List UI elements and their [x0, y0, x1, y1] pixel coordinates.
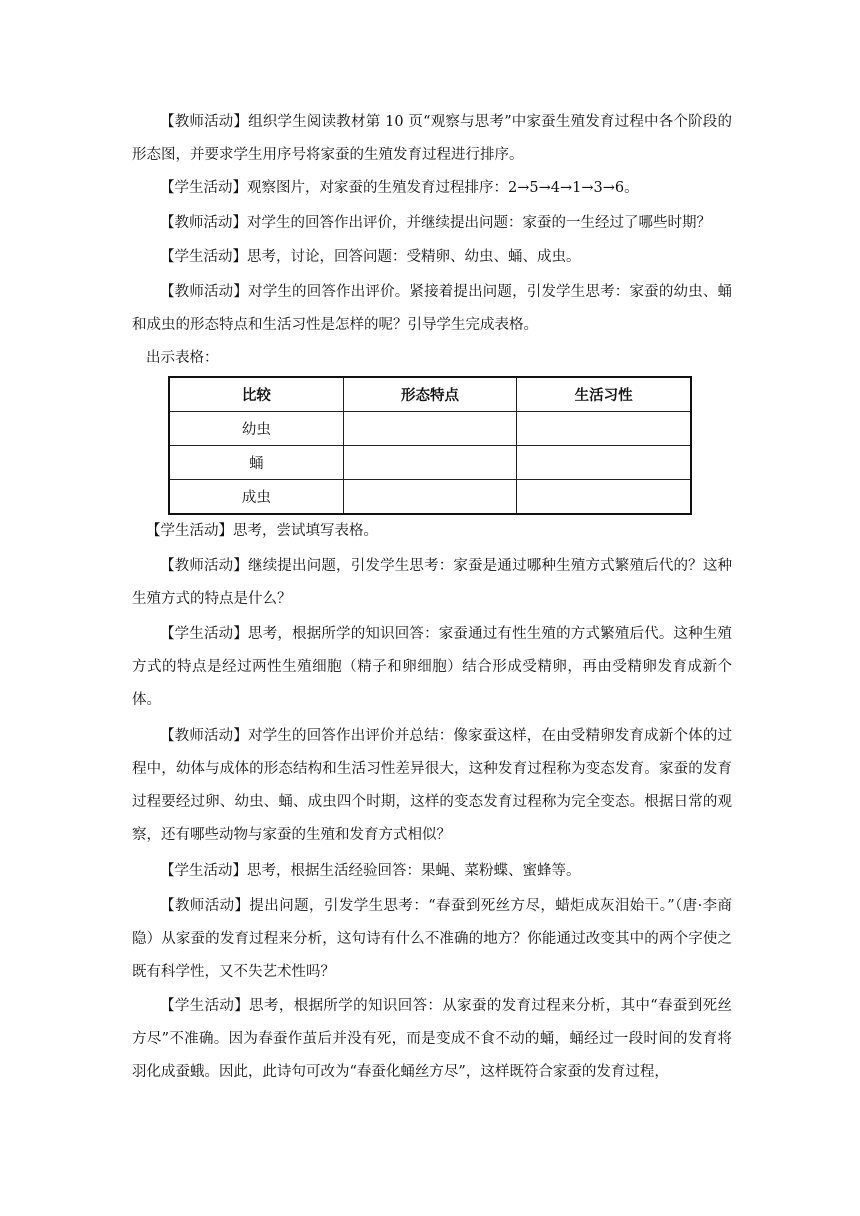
table-cell: 幼虫	[169, 412, 343, 446]
comparison-table	[168, 376, 692, 515]
table-row	[169, 412, 691, 446]
paragraph-teacher-activity-4: 【教师活动】继续提出问题，引发学生思考：家蚕是通过哪种生殖方式繁殖后代的？这种生殖方式的特点是什么？	[132, 558, 732, 607]
table-cell	[517, 412, 691, 446]
table-header-cell: 比较	[169, 377, 343, 412]
table-cell: 蛹	[169, 446, 343, 480]
table-cell: 成虫	[169, 480, 343, 515]
table-cell	[343, 446, 517, 480]
table-header-cell: 生活习性	[517, 377, 691, 412]
table-row	[169, 446, 691, 480]
table-row	[169, 480, 691, 515]
table-cell	[517, 480, 691, 515]
paragraph-student-activity-1: 【学生活动】观察图片，对家蚕的生殖发育过程排序：2→5→4→1→3→6。	[160, 180, 639, 196]
table-cell	[343, 412, 517, 446]
paragraph-student-activity-5: 【学生活动】思考，根据生活经验回答：果蝇、菜粉蝶、蜜蜂等。	[160, 863, 581, 879]
paragraph-student-activity-4: 【学生活动】思考，根据所学的知识回答：家蚕通过有性生殖的方式繁殖后代。这种生殖方式的特点是经过两性生殖细胞（精子和卵细胞）结合形成受精卵，再由受精卵发育成新个体。	[132, 626, 732, 708]
table-cell	[343, 480, 517, 515]
paragraph-teacher-activity-5: 【教师活动】对学生的回答作出评价并总结：像家蚕这样，在由受精卵发育成新个体的过程中，幼体与成体的形态结构和生活习性差异很大，这种发育过程称为变态发育。家蚕的发育过程要经过卵、幼虫、蛹、成虫四个时期，这样的变态发育过程称为完全变态。根据日常的观察，还有哪些动物与家蚕的生殖和发育方式相似？	[132, 728, 732, 843]
paragraph-student-activity-2: 【学生活动】思考，讨论，回答问题：受精卵、幼虫、蛹、成虫。	[160, 249, 581, 265]
table-cell	[517, 446, 691, 480]
paragraph-student-activity-6: 【学生活动】思考，根据所学的知识回答：从家蚕的发育过程来分析，其中“春蚕到死丝方尽”不准确。因为春蚕作茧后并没有死，而是变成不食不动的蛹，蛹经过一段时间的发育将羽化成蚕蛾。因此，此诗句可改为“春蚕化蛹丝方尽”，这样既符合家蚕的发育过程，	[132, 998, 732, 1080]
paragraph-teacher-activity-2: 【教师活动】对学生的回答作出评价，并继续提出问题：家蚕的一生经过了哪些时期？	[160, 215, 711, 231]
paragraph-teacher-activity-1: 【教师活动】组织学生阅读教材第 10 页“观察与思考”中家蚕生殖发育过程中各个阶段的形态图，并要求学生用序号将家蚕的生殖发育过程进行排序。	[132, 114, 732, 163]
paragraph-show-table: 出示表格：	[146, 350, 219, 366]
table-header-row	[169, 377, 691, 412]
table-header-cell: 形态特点	[343, 377, 517, 412]
paragraph-teacher-activity-3: 【教师活动】对学生的回答作出评价。紧接着提出问题，引发学生思考：家蚕的幼虫、蛹和成虫的形态特点和生活习性是怎样的呢？引导学生完成表格。	[132, 284, 732, 333]
paragraph-student-activity-3: 【学生活动】思考，尝试填写表格。	[146, 523, 378, 539]
paragraph-teacher-activity-6: 【教师活动】提出问题，引发学生思考：“春蚕到死丝方尽，蜡炬成灰泪始干。”（唐·李商隐）从家蚕的发育过程来分析，这句诗有什么不准确的地方？你能通过改变其中的两个字使之既有科学性，又不失艺术性吗？	[132, 898, 732, 980]
